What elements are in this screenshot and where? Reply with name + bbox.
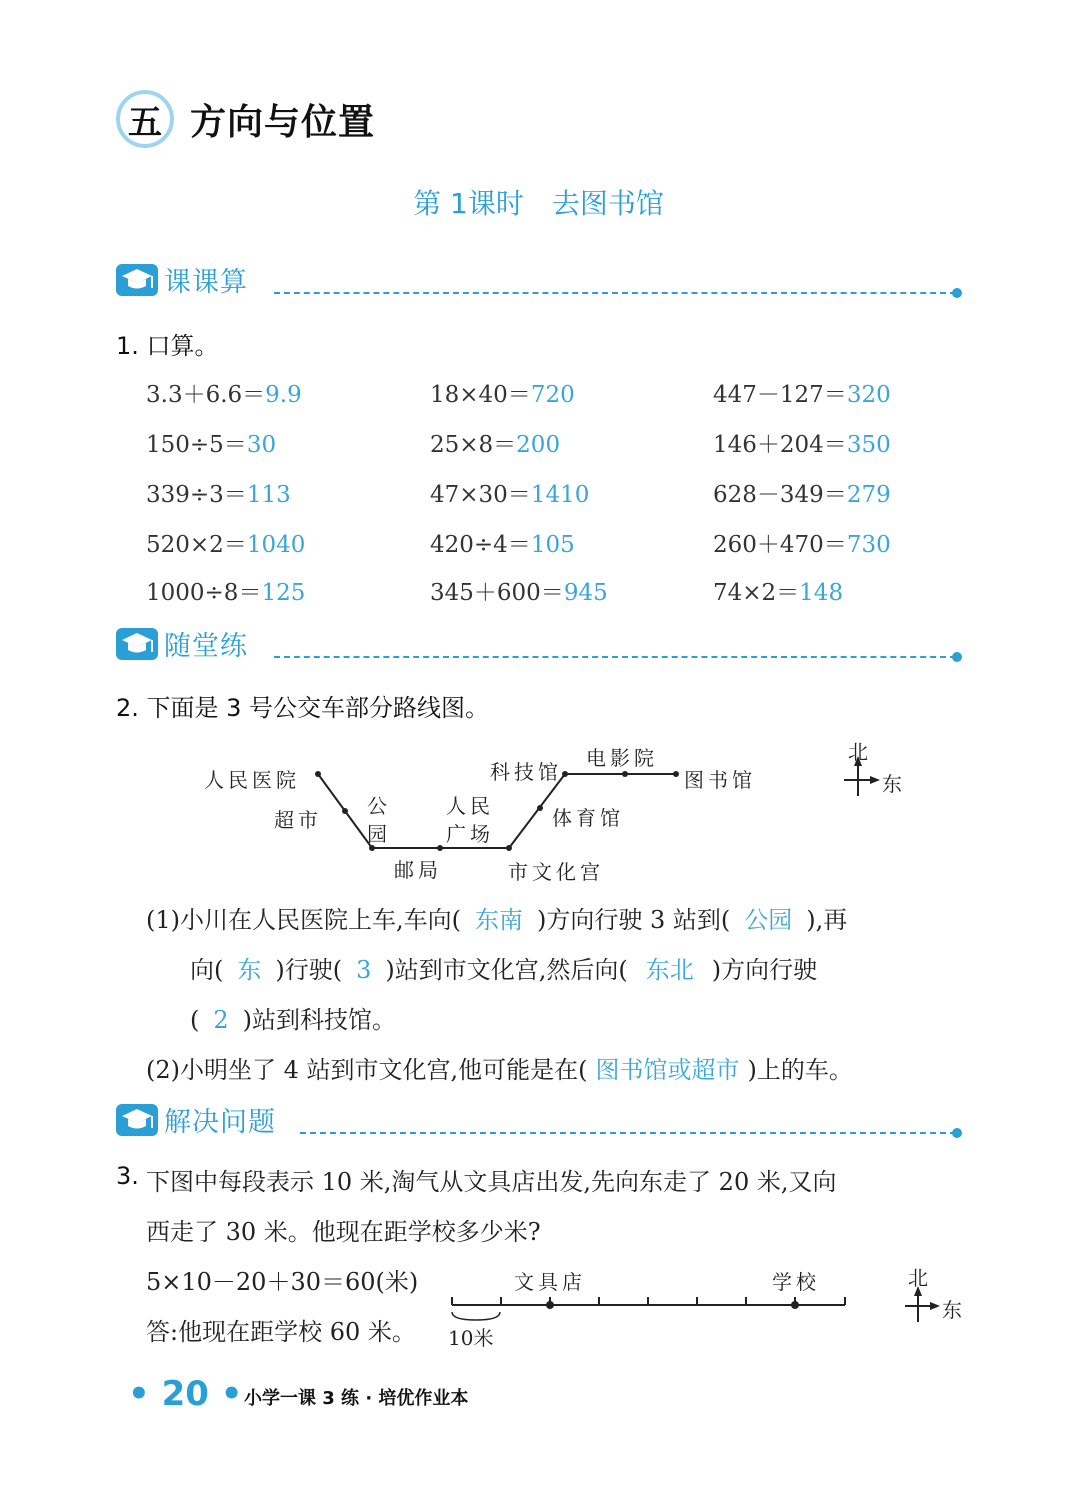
- answer-blank: 东: [237, 956, 262, 984]
- calc-answer: 279: [846, 482, 891, 508]
- school-point: [791, 1301, 799, 1309]
- stop-palace-label: 市文化宫: [508, 860, 604, 884]
- q2-part2: (2)小明坐了 4 站到市文化宫,他可能是在( 图书馆或超市 )上的车。: [146, 1056, 853, 1084]
- stop-park-label-1: 公: [367, 794, 391, 818]
- stop-hospital-label: 人民医院: [204, 768, 300, 792]
- q2-part1-line3: ( 2 )站到科技馆。: [190, 1006, 397, 1034]
- stop-gym-label: 体育馆: [552, 806, 624, 830]
- stop-gym-dot: [537, 805, 543, 811]
- calc-answer: 730: [846, 532, 891, 558]
- compass-east-label: 东: [942, 1298, 962, 1322]
- section-label: 解决问题: [164, 1107, 276, 1138]
- calc-expression: 47×30＝: [430, 482, 531, 508]
- stop-post-label: 邮局: [394, 858, 442, 882]
- calc-answer: 1040: [246, 532, 306, 558]
- compass-north-label: 北: [848, 740, 868, 764]
- calc-answer: 720: [530, 382, 575, 408]
- stop-supermarket-dot: [342, 808, 348, 814]
- compass-east-label: 东: [882, 772, 902, 796]
- calc-answer: 113: [246, 482, 291, 508]
- stop-hospital-dot: [315, 771, 321, 777]
- calc-answer: 125: [261, 580, 306, 606]
- q2-part1-line1: (1)小川在人民医院上车,车向( 东南 )方向行驶 3 站到( 公园 ),再: [146, 906, 848, 934]
- stop-tech-dot: [562, 771, 568, 777]
- stop-supermarket-label: 超市: [274, 808, 322, 832]
- q3-number: 3.: [116, 1162, 139, 1190]
- scale-brace: [452, 1312, 500, 1320]
- calc-expression: 260＋470＝: [713, 532, 847, 558]
- calc-expression: 18×40＝: [430, 382, 531, 408]
- compass-north-label: 北: [908, 1266, 928, 1290]
- stop-library-label: 图书馆: [684, 768, 756, 792]
- lesson-title: 第 1课时 去图书馆: [413, 187, 664, 220]
- section-label: 课课算: [164, 267, 248, 298]
- graduation-cap-icon: [116, 1104, 158, 1136]
- school-label: 学校: [772, 1270, 820, 1294]
- answer-blank: 3: [356, 956, 372, 984]
- store-label: 文具店: [514, 1270, 586, 1294]
- calc-expression: 420÷4＝: [430, 532, 531, 558]
- scale-label: 10米: [448, 1326, 494, 1350]
- q3-answer-formula: 5×10－20＋30＝60(米): [146, 1268, 419, 1296]
- calc-answer: 148: [799, 580, 844, 606]
- calc-answer: 30: [246, 432, 277, 458]
- q3-text-line2: 西走了 30 米。他现在距学校多少米?: [146, 1218, 541, 1246]
- page-number: • 20 •: [128, 1374, 243, 1414]
- q3-answer-text: 答:他现在距学校 60 米。: [146, 1318, 416, 1346]
- calc-expression: 3.3＋6.6＝: [146, 382, 266, 408]
- stop-square-label-1: 人民: [446, 794, 494, 818]
- stop-tech-label: 科技馆: [490, 760, 562, 784]
- calc-expression: 520×2＝: [146, 532, 247, 558]
- calc-answer: 1410: [530, 482, 590, 508]
- answer-blank: 东南: [475, 906, 523, 934]
- chapter-title: 方向与位置: [190, 102, 376, 143]
- q3-text-line1: 下图中每段表示 10 米,淘气从文具店出发,先向东走了 20 米,又向: [146, 1168, 837, 1196]
- stop-square-label-2: 广场: [446, 822, 494, 846]
- q2-part1-line2: 向( 东 )行驶( 3 )站到市文化宫,然后向( 东北 )方向行驶: [190, 956, 818, 984]
- calc-expression: 74×2＝: [713, 580, 800, 606]
- answer-blank: 公园: [744, 906, 793, 934]
- stop-cinema-dot: [622, 771, 628, 777]
- stop-post-dot: [437, 845, 443, 851]
- chapter-number-badge: 五: [116, 90, 174, 148]
- calc-answer: 320: [846, 382, 891, 408]
- calc-expression: 339÷3＝: [146, 482, 247, 508]
- q2-title: 2. 下面是 3 号公交车部分路线图。: [116, 694, 490, 722]
- section-header-jiejuewenti: [116, 1102, 962, 1138]
- calc-answer: 200: [516, 432, 561, 458]
- calc-answer: 945: [563, 580, 608, 606]
- calc-expression: 150÷5＝: [146, 432, 247, 458]
- calc-answer: 350: [846, 432, 891, 458]
- stop-cinema-label: 电影院: [586, 746, 658, 770]
- compass-icon: [905, 1286, 940, 1322]
- stop-library-dot: [673, 771, 679, 777]
- calc-expression: 345＋600＝: [430, 580, 564, 606]
- q1-title: 1. 口算。: [116, 332, 219, 360]
- calc-expression: 1000÷8＝: [146, 580, 262, 606]
- answer-blank: 2: [213, 1006, 229, 1034]
- section-label: 随堂练: [164, 631, 248, 662]
- calc-expression: 25×8＝: [430, 432, 517, 458]
- calc-answer: 105: [530, 532, 575, 558]
- divider-dot: [952, 1128, 962, 1138]
- store-point: [546, 1301, 554, 1309]
- stop-palace-dot: [506, 845, 512, 851]
- book-title: 小学一课 3 练 · 培优作业本: [244, 1388, 469, 1409]
- calc-expression: 628－349＝: [713, 482, 847, 508]
- stop-park-label-2: 园: [367, 822, 391, 846]
- calc-answer: 9.9: [265, 382, 302, 408]
- answer-blank: 东北: [645, 956, 694, 984]
- dashed-divider: [300, 1132, 956, 1134]
- answer-blank: 图书馆或超市: [595, 1056, 740, 1084]
- calc-expression: 447－127＝: [713, 382, 847, 408]
- calc-expression: 146＋204＝: [713, 432, 847, 458]
